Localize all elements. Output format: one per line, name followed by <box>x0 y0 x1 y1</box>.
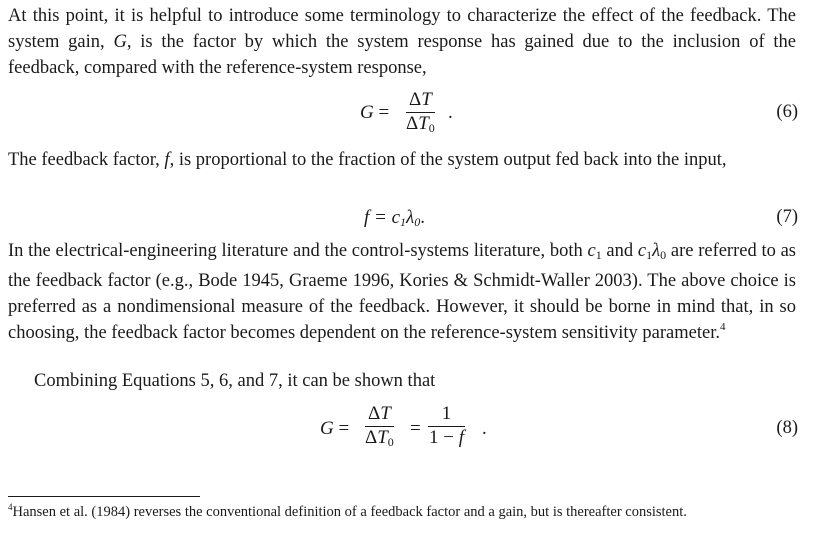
footnote-text: Hansen et al. (1984) reverses the conventional definition of a feedback factor and a gain, but is thereafter consistent. <box>12 504 687 520</box>
footnote-ref-4[interactable]: 4 <box>719 321 726 333</box>
eq8-lhs: G = <box>320 418 350 439</box>
eq6-lhs: G = <box>360 102 390 123</box>
footnote-divider <box>8 496 200 497</box>
footnote-4 <box>8 504 687 521</box>
eq6-numerator: ΔT <box>406 90 435 113</box>
eq6-fraction <box>403 90 438 135</box>
eq6-period: . <box>448 102 453 123</box>
equation-number-6: (6) <box>776 102 798 122</box>
paragraph-combining: Combining Equations 5, 6, and 7, it can be shown that <box>34 371 436 391</box>
equation-number-8: (8) <box>776 418 798 438</box>
equation-6 <box>8 89 798 135</box>
paragraph-literature: In the electrical-engineering literature and the control-systems literature, both $c_1$ and $c_1\lambda_0$ are referred to as the feedback factor (e.g., Bode 1945, Graeme 1996, Kories & Schmidt-Waller 2003). The above choice is preferred as a nondimensional measure of the feedback. However, it should be borne in mind that, in so choosing, the feedback factor becomes dependent on the reference-system sensitivity parameter.$^4$ <box>8 241 797 343</box>
equation-number-7: (7) <box>776 207 798 227</box>
eq6-denominator: $\Delta T_0$ <box>406 112 435 135</box>
equation-8 <box>8 402 798 449</box>
eq8-fraction-1: $\frac{\Delta T}{\Delta T_0}$ <box>365 403 394 449</box>
footnote-marker: 4 <box>8 502 13 512</box>
eq8-period: . <box>482 418 487 439</box>
eq8-equals: = <box>410 418 421 439</box>
paragraph-gain-intro: At this point, it is helpful to introduce some terminology to characterize the effect of the feedback. The system gain, G, is the factor by which the system response has gained due to the inclusion of the feedback, compared with the reference-system response, <box>8 6 796 78</box>
eq8-fraction-2: $\frac{1}{1 - f}$ <box>429 403 464 448</box>
paragraph-feedback-factor: The feedback factor, f, is proportional to the fraction of the system output fed back into the input, <box>8 150 727 170</box>
eq7-expression: $f = c_1\lambda_0$. <box>364 207 426 229</box>
